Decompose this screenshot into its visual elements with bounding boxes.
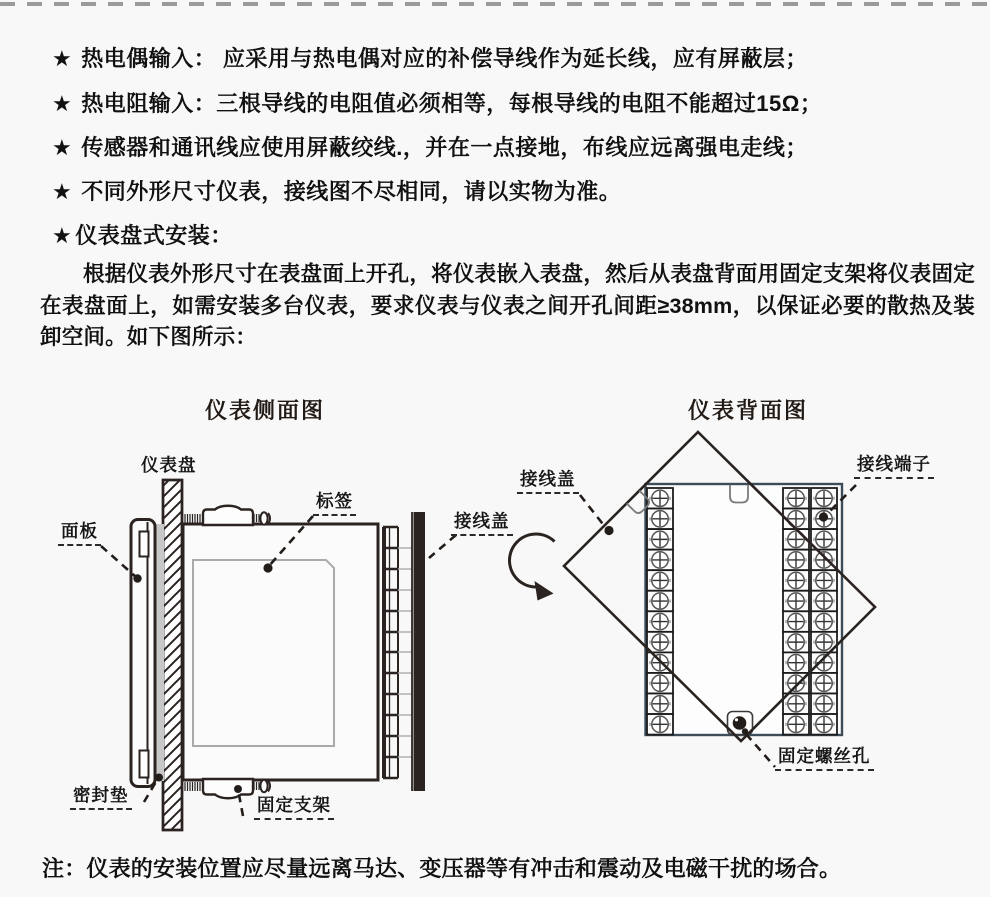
side-view-title: 仪表侧面图 bbox=[204, 398, 325, 423]
wiring-cover-side-label: 接线盖 bbox=[451, 511, 513, 536]
back-view-title: 仪表背面图 bbox=[687, 398, 808, 423]
installation-note: 注：仪表的安装位置应尽量远离马达、变压器等有冲击和震动及电磁干扰的场合。 bbox=[42, 856, 842, 881]
star-icon: ★ bbox=[52, 223, 73, 248]
instrument-body bbox=[183, 524, 378, 780]
wiring-cover-bar bbox=[414, 512, 426, 791]
panel-wall bbox=[163, 480, 182, 830]
bullet-text: 仪表盘式安装： bbox=[75, 223, 233, 248]
panel-board-label: 仪表盘 bbox=[141, 455, 197, 475]
star-icon: ★ bbox=[52, 46, 73, 71]
wiring-cover-back-label: 接线盖 bbox=[517, 469, 579, 494]
seal-gasket-label: 密封垫 bbox=[70, 785, 132, 810]
terminal-ladder bbox=[383, 512, 412, 791]
bullet-text: 不同外形尺寸仪表，接线图不尽相同，请以实物为准。 bbox=[81, 179, 622, 204]
bullet-text: 传感器和通讯线应使用屏蔽绞线.，并在一点接地，布线应远离强电走线； bbox=[81, 135, 808, 160]
installation-paragraph: 根据仪表外形尺寸在表盘面上开孔，将仪表嵌入表盘，然后从表盘背面用固定支架将仪表固定在表盘面上，如需安装多台仪表，要求仪表与仪表之间开孔间距≥38mm，以保证必要的散热及装卸空间。如下图所示： bbox=[40, 262, 975, 349]
fixing-screw-hole-label: 固定螺丝孔 bbox=[775, 746, 874, 771]
front-panel-label: 面板 bbox=[58, 521, 101, 546]
bullet-text: 热电阻输入：三根导线的电阻值必须相等，每根导线的电阻不能超过15Ω； bbox=[81, 91, 823, 116]
wiring-terminals-label: 接线端子 bbox=[854, 454, 934, 479]
label-sticker-label: 标签 bbox=[313, 491, 356, 516]
fixing-bracket-label: 固定支架 bbox=[254, 795, 334, 820]
bullet-text: 热电偶输入： 应采用与热电偶对应的补偿导线作为延长线，应有屏蔽层； bbox=[81, 46, 808, 71]
star-icon: ★ bbox=[52, 91, 73, 116]
star-icon: ★ bbox=[52, 135, 73, 160]
fixing-bracket-top bbox=[185, 506, 270, 525]
rotation-arrow-icon bbox=[510, 534, 555, 601]
side-view-diagram bbox=[131, 480, 425, 830]
front-panel-shape bbox=[131, 520, 155, 787]
star-icon: ★ bbox=[52, 179, 73, 204]
